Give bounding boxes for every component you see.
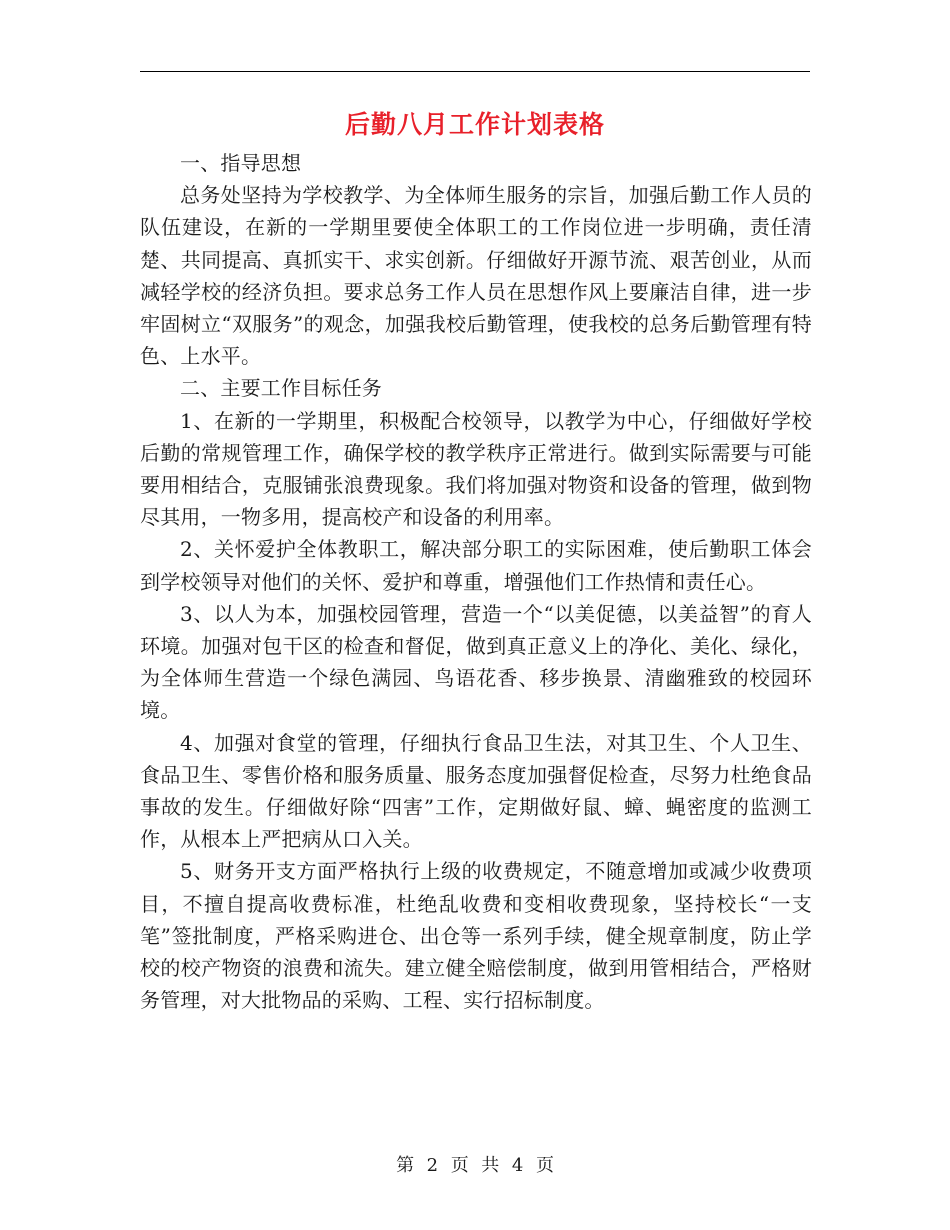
footer-label-ye2: 页 — [535, 1155, 554, 1176]
paragraph-guiding-thought: 总务处坚持为学校教学、为全体师生服务的宗旨，加强后勤工作人员的队伍建设，在新的一学期里要使全体职工的工作岗位进一步明确，责任清楚、共同提高、真抓实干、求实创新。仔细做好开源节流、艰苦创业，从而减轻学校的经济负担。要求总务工作人员在思想作风上要廉洁自律，进一步牢固树立“双服务”的观念，加强我校后勤管理，使我校的总务后勤管理有特色、上水平。 — [140, 183, 812, 369]
paragraph-task-1: 1、在新的一学期里，积极配合校领导，以教学为中心，仔细做好学校后勤的常规管理工作，确保学校的教学秩序正常进行。做到实际需要与可能要用相结合，克服铺张浪费现象。我们将加强对物资和设备的管理，做到物尽其用，一物多用，提高校产和设备的利用率。 — [140, 408, 812, 530]
paragraph-task-4: 4、加强对食堂的管理，仔细执行食品卫生法，对其卫生、个人卫生、食品卫生、零售价格和服务质量、服务态度加强督促检查，尽努力杜绝食品事故的发生。仔细做好除“四害”工作，定期做好鼠、蟑、蝇密度的监测工作，从根本上严把病从口入关。 — [140, 730, 812, 852]
document-body — [140, 147, 812, 1016]
footer-label-total: 共 — [481, 1155, 500, 1176]
paragraph-task-3: 3、以人为本，加强校园管理，营造一个“以美促德，以美益智”的育人环境。加强对包干区的检查和督促，做到真正意义上的净化、美化、绿化，为全体师生营造一个绿色满园、鸟语花香、移步换景、清幽雅致的校园环境。 — [140, 601, 812, 723]
paragraph-task-2: 2、关怀爱护全体教职工，解决部分职工的实际困难，使后勤职工体会到学校领导对他们的关怀、爱护和尊重，增强他们工作热情和责任心。 — [140, 537, 812, 594]
section-heading-guiding-thought: 一、指导思想 — [180, 151, 302, 175]
page-footer — [0, 1155, 950, 1177]
footer-current-page: 2 — [426, 1155, 439, 1176]
section-heading-main-tasks: 二、主要工作目标任务 — [180, 376, 382, 401]
header-rule — [140, 71, 810, 72]
footer-label-page: 第 — [396, 1155, 415, 1176]
footer-label-ye: 页 — [450, 1155, 469, 1176]
paragraph-task-5: 5、财务开支方面严格执行上级的收费规定，不随意增加或减少收费项目，不擅自提高收费标准，杜绝乱收费和变相收费现象，坚持校长“一支笔”签批制度，严格采购进仓、出仓等一系列手续，健全规章制度，防止学校的校产物资的浪费和流失。建立健全赔偿制度，做到用管相结合，严格财务管理，对大批物品的采购、工程、实行招标制度。 — [140, 859, 812, 1013]
footer-total-pages: 4 — [511, 1155, 524, 1176]
document-title: 后勤八月工作计划表格 — [344, 110, 605, 139]
